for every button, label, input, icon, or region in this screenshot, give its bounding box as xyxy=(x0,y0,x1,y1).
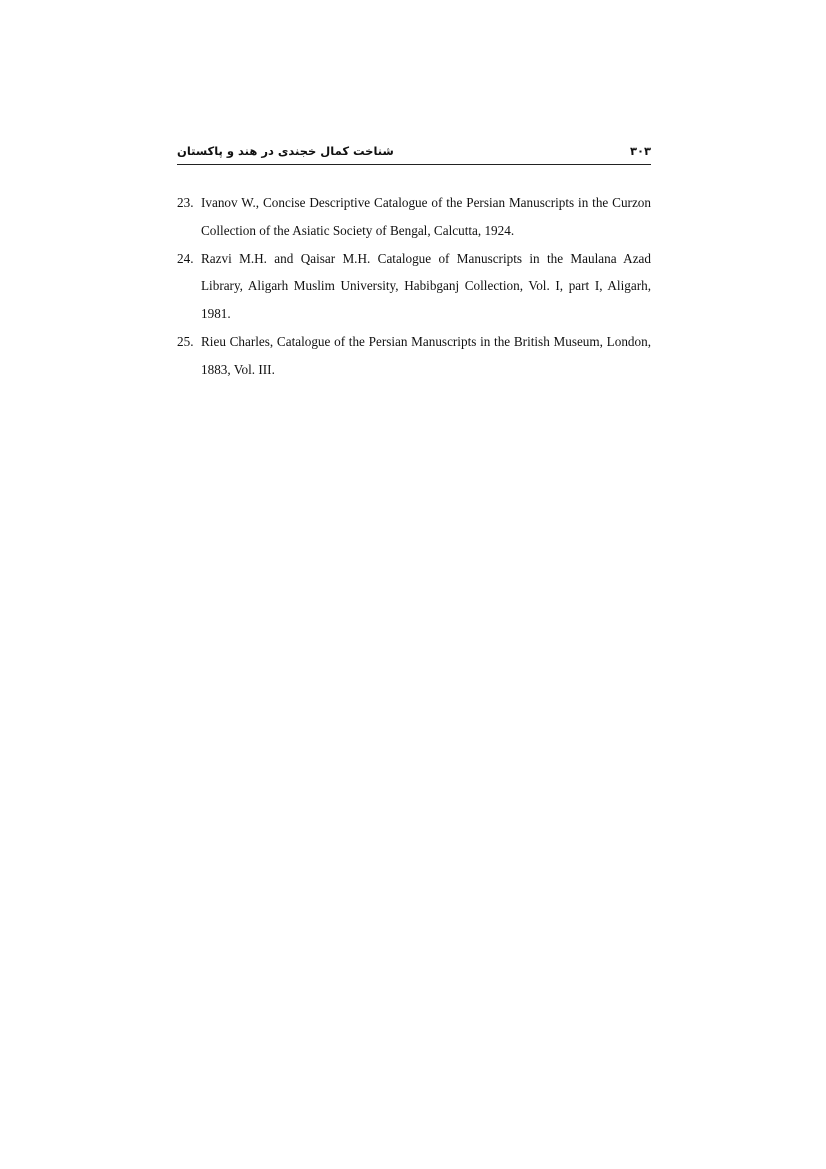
reference-text: Rieu Charles, Catalogue of the Persian Manuscripts in the British Museum, London, 1883, Vol. III. xyxy=(201,333,651,377)
running-header xyxy=(177,140,651,165)
reference-text: Razvi M.H. and Qaisar M.H. Catalogue of Manuscripts in the Maulana Azad Library, Aligarh Muslim University, Habibganj Collection, Vol. I, part I, Aligarh, 1981. xyxy=(201,250,651,322)
reference-item-24 xyxy=(177,245,651,328)
reference-item-25 xyxy=(177,328,651,384)
page-number: ۳۰۳ xyxy=(629,144,651,158)
reference-list xyxy=(177,189,651,384)
reference-number: 23. xyxy=(177,195,194,210)
reference-number: 24. xyxy=(177,250,194,266)
reference-text: Ivanov W., Concise Descriptive Catalogue of the Persian Manuscripts in the Curzon Collection of the Asiatic Society of Bengal, Calcutta, 1924. xyxy=(201,195,651,238)
running-header-title: شناخت کمال خجندی در هند و پاکستان xyxy=(177,144,394,158)
reference-item-23 xyxy=(177,189,651,245)
reference-number: 25. xyxy=(177,333,194,349)
